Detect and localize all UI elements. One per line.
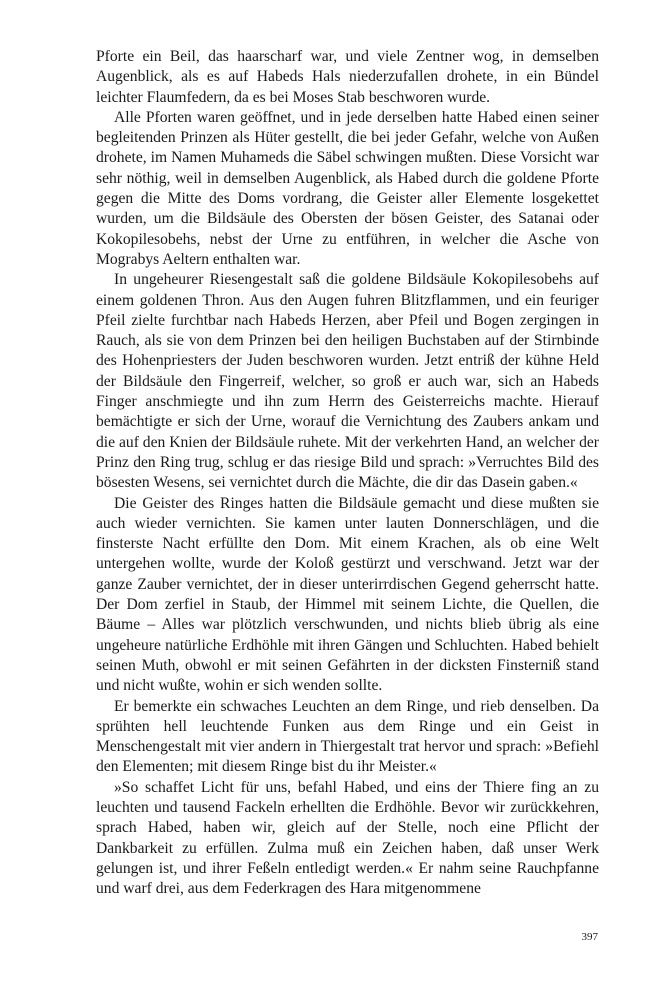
paragraph-1: Pforte ein Beil, das haarscharf war, und viele Zentner wog, in demselben Augenblick, als es auf Habeds Hals niederzufallen drohete, in ein Bündel leichter Flaumfedern, da es bei Moses Stab beschworen wurde. [96,48,599,106]
paragraph-5: Er bemerkte ein schwaches Leuchten an dem Ringe, und rieb denselben. Da sprühten hell leuchtende Funken aus dem Ringe und ein Geist in Menschengestalt mit vier andern in Thiergestalt trat hervor und sprach: »Befiehl den Elementen; mit diesem Ringe bist du ihr Meister.« [96,697,599,776]
paragraph-4: Die Geister des Ringes hatten die Bildsäule gemacht und diese mußten sie auch wieder vernichten. Sie kamen unter lauten Donnerschlägen, und die finsterste Nacht erfüllte den Dom. Mit einem Krachen, als ob eine Welt untergehen wollte, wurde der Koloß gestürzt und verschwand. Jetzt war der ganze Zauber vernichtet, der in dieser unterirrdischen Gegend geherrscht hatte. Der Dom zerfiel in Staub, der Himmel mit seinem Lichte, die Quellen, die Bäume – Alles war plötzlich verschwunden, und nichts blieb übrig als eine ungeheure natürliche Erdhöhle mit ihren Gängen und Schluchten. Habed behielt seinen Muth, obwohl er mit seinen Gefährten in der dicksten Finsterniß stand und nicht wußte, wohin er sich wenden sollte. [96,494,599,695]
paragraph-6: »So schaffet Licht für uns, befahl Habed, und eins der Thiere fing an zu leuchten und tausend Fackeln erhellten die Erdhöhle. Bevor wir zurückkehren, sprach Habed, haben wir, gleich auf der Stelle, noch eine Pflicht der Dankbarkeit zu erfüllen. Zulma muß ein Zeichen haben, daß unser Werk gelungen ist, und ihrer Feßeln entledigt werden.« Er nahm seine Rauchpfanne und warf drei, aus dem Federkragen des Hara mitgenommene [96,778,599,898]
body-text [96,47,599,899]
paragraph-2: Alle Pforten waren geöffnet, und in jede derselben hatte Habed einen seiner begleitenden Prinzen als Hüter gestellt, die bei jeder Gefahr, welche von Außen drohete, im Namen Muhameds die Säbel schwingen mußten. Diese Vorsicht war sehr nöthig, weil in demselben Augenblick, als Habed durch die goldene Pforte gegen die Mitte des Doms vordrang, die Geister aller Elemente losgekettet wurden, um die Bildsäule des Obersten der bösen Geister, des Satanai oder Kokopilesobehs, nebst der Urne zu entführen, in welcher die Asche von Mograbys Aeltern enthalten war. [96,108,599,268]
page-number: 397 [581,931,598,943]
paragraph-3: In ungeheurer Riesengestalt saß die goldene Bildsäule Kokopilesobehs auf einem goldenen Thron. Aus den Augen fuhren Blitzflammen, und ein feuriger Pfeil zielte furchtbar nach Habeds Herzen, aber Pfeil und Bogen zergingen in Rauch, als sie von dem Prinzen bei den heiligen Buchstaben auf der Stirnbinde des Hohenpriesters der Juden beschworen wurden. Jetzt entriß der kühne Held der Bildsäule den Fingerreif, welcher, so groß er auch war, sich an Habeds Finger anschmiegte und ihn zum Herrn des Geisterreichs machte. Hierauf bemächtigte er sich der Urne, worauf die Vernichtung des Zaubers ankam und die auf den Knien der Bildsäule ruhete. Mit der verkehrten Hand, an welcher der Prinz den Ring trug, schlug er das riesige Bild und sprach: »Verruchtes Bild des bösesten Wesens, sei vernichtet durch die Mächte, die dir das Dasein gaben.« [96,271,599,492]
